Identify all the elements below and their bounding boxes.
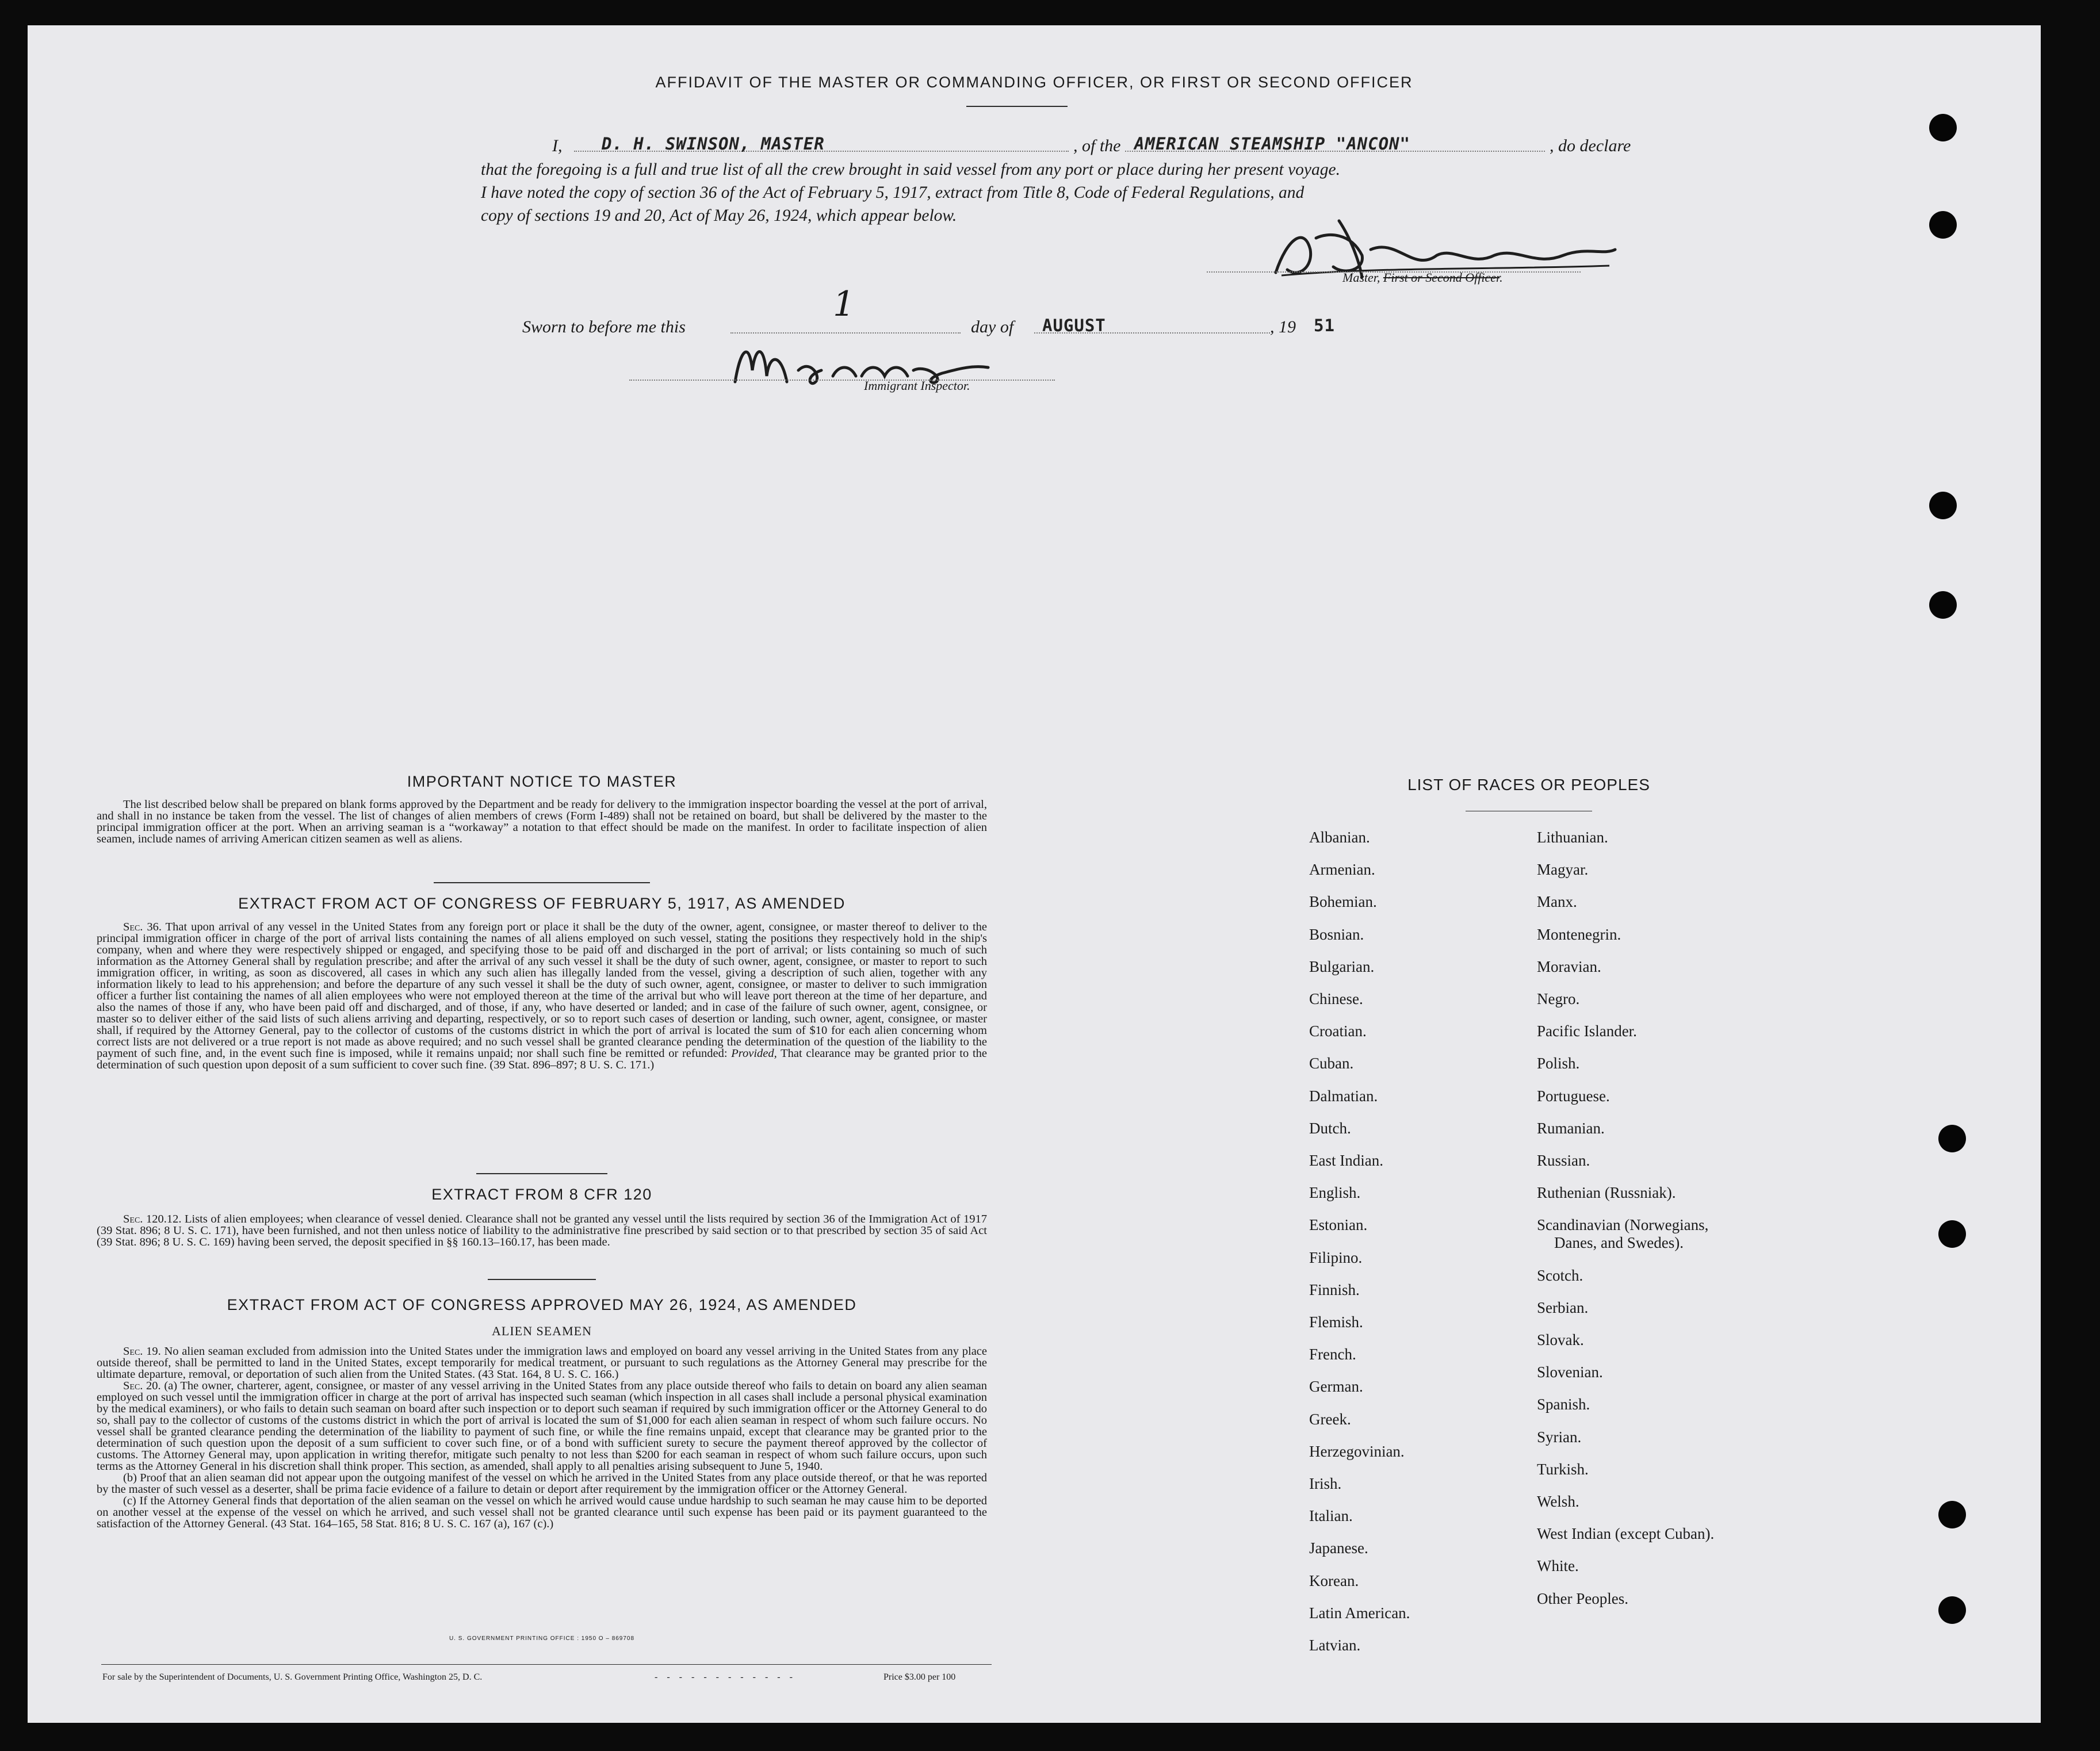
- footer-dots: - - - - - - - - - - - -: [655, 1672, 796, 1682]
- day-of-text: day of: [971, 317, 1014, 336]
- sworn-day: 1: [833, 284, 855, 324]
- race-item: Slovak.: [1537, 1331, 1584, 1348]
- sworn-month: AUGUST: [1042, 316, 1106, 335]
- sworn-year: 51: [1314, 316, 1335, 335]
- race-item: Herzegovinian.: [1309, 1442, 1405, 1460]
- race-item: Slovenian.: [1537, 1363, 1603, 1381]
- race-item: Finnish.: [1309, 1281, 1360, 1298]
- race-item: Lithuanian.: [1537, 829, 1608, 846]
- race-item: Welsh.: [1537, 1492, 1579, 1510]
- race-item: Bulgarian.: [1309, 957, 1375, 975]
- race-item: Filipino.: [1309, 1248, 1363, 1266]
- race-item: East Indian.: [1309, 1152, 1383, 1169]
- decl-do-declare: , do declare: [1550, 136, 1631, 155]
- extract-1924-subtitle: ALIEN SEAMEN: [492, 1324, 592, 1338]
- extract-cfr-rule: [488, 1279, 596, 1280]
- extract-cfr-title: EXTRACT FROM 8 CFR 120: [431, 1186, 652, 1203]
- race-item: Montenegrin.: [1537, 925, 1621, 943]
- inspector-dotline: [629, 380, 1055, 381]
- race-item: Scotch.: [1537, 1266, 1583, 1284]
- race-item: Bohemian.: [1309, 893, 1377, 911]
- race-item: French.: [1309, 1346, 1356, 1363]
- race-item: Dalmatian.: [1309, 1087, 1378, 1105]
- race-item: Cuban.: [1309, 1055, 1354, 1072]
- sworn-text: Sworn to before me this: [522, 317, 686, 336]
- extract-1917-title: EXTRACT FROM ACT OF CONGRESS OF FEBRUARY 5, 1917, AS AMENDED: [238, 895, 846, 912]
- binder-hole: [1938, 1501, 1966, 1528]
- race-item: Russian.: [1537, 1152, 1590, 1169]
- extract-1917-rule: [476, 1173, 607, 1174]
- race-item: Turkish.: [1537, 1460, 1589, 1478]
- race-item: Magyar.: [1537, 861, 1589, 879]
- race-item: German.: [1309, 1378, 1363, 1396]
- race-item: Greek.: [1309, 1410, 1351, 1428]
- race-item: Manx.: [1537, 893, 1577, 911]
- extract-cfr-text: Sec. 120.12. Lists of alien employees; when clearance of vessel denied. Clearance shall not be granted any vessel until the lists required by section 36 of the Immigration Act of 1917 (39 Stat. 896; 8 U. S. C. 171), have been furnished, and not then unless notice of liability to the administrative fine prescribed by said section or to that prescribed by section 35 of said Act (39 Stat. 896; 8 U. S. C. 169) having been served, the deposit specified in §§ 160.13–160.17, has been made.: [97, 1213, 987, 1248]
- race-item: Dutch.: [1309, 1119, 1351, 1137]
- decl-line2: that the foregoing is a full and true list of all the crew brought in said vessel from any port or place during her present voyage.: [481, 160, 1340, 179]
- race-item: Ruthenian (Russniak).: [1537, 1184, 1676, 1202]
- footer-right: Price $3.00 per 100: [883, 1672, 956, 1682]
- race-item: Moravian.: [1537, 957, 1601, 975]
- binder-hole: [1938, 1220, 1966, 1248]
- race-item: Japanese.: [1309, 1539, 1368, 1557]
- race-item: Rumanian.: [1537, 1119, 1605, 1137]
- race-item: Serbian.: [1537, 1298, 1589, 1316]
- binder-hole: [1929, 114, 1957, 141]
- binder-hole: [1929, 492, 1957, 519]
- decl-i: I,: [552, 136, 563, 155]
- sworn-day-dotline: [730, 332, 961, 334]
- footer-rule: [101, 1664, 992, 1665]
- footer-left: For sale by the Superintendent of Documents, U. S. Government Printing Office, Washington 25, D. C.: [102, 1672, 483, 1682]
- race-item: Syrian.: [1537, 1428, 1582, 1446]
- decl-line4: copy of sections 19 and 20, Act of May 26, 1924, which appear below.: [481, 206, 957, 225]
- race-item: English.: [1309, 1184, 1361, 1202]
- race-item: Armenian.: [1309, 861, 1375, 879]
- race-item: White.: [1537, 1557, 1579, 1575]
- decl-of-the: , of the: [1073, 136, 1121, 155]
- race-item: Portuguese.: [1537, 1087, 1610, 1105]
- race-item: Other Peoples.: [1537, 1589, 1628, 1607]
- notice-title: IMPORTANT NOTICE TO MASTER: [407, 773, 677, 790]
- inspector-caption: Immigrant Inspector.: [864, 378, 970, 393]
- race-item: West Indian (except Cuban).: [1537, 1525, 1715, 1543]
- binder-hole: [1929, 211, 1957, 239]
- races-column-1: [1309, 829, 1528, 1703]
- binder-hole: [1929, 591, 1957, 619]
- race-item: Polish.: [1537, 1055, 1580, 1072]
- legal-column: [97, 773, 988, 1642]
- extract-1924-title: EXTRACT FROM ACT OF CONGRESS APPROVED MAY 26, 1924, AS AMENDED: [227, 1296, 857, 1313]
- race-item: Latin American.: [1309, 1604, 1410, 1622]
- race-item: Danes, and Swedes).: [1554, 1234, 1684, 1252]
- race-item: Irish.: [1309, 1475, 1342, 1492]
- races-title: LIST OF RACES OR PEOPLES: [1407, 776, 1650, 794]
- decl-line3: I have noted the copy of section 36 of the Act of February 5, 1917, extract from Title 8, Code of Federal Regulations, and: [481, 183, 1305, 202]
- race-item: Chinese.: [1309, 990, 1363, 1007]
- race-item: Estonian.: [1309, 1216, 1368, 1234]
- notice-rule: [434, 882, 650, 883]
- race-item: Bosnian.: [1309, 925, 1364, 943]
- master-caption: Master, First or Second Officer.: [1342, 270, 1503, 285]
- extract-1917-text: Sec. 36. That upon arrival of any vessel in the United States from any foreign port or place it shall be the duty of the owner, agent, consignee, or master thereof to deliver to the principal immigration officer in charge of the port of arrival lists containing the names of all aliens employed on such vessel, stating the positions they respectively hold in the ship's company, when and where they were respectively shipped or engaged, and specifying those to be paid off and discharged in the port of arrival; or lists containing so much of such information as the Attorney General shall by regulation prescribe; and after the arrival of any such vessel it shall be the duty of such owner, agent, consignee, or master to report to such immigration officer, in writing, as soon as discovered, all cases in which any such alien has illegally landed from the vessel, giving a description of such alien, together with any information likely to lead to his apprehension; and before the departure of any such vessel it shall be the duty of such owner, agent, consignee, or master to deliver to such immigration officer a further list containing the names of all alien employees who were not employed thereon at the time of the arrival but who will leave port thereon at the time of her departure, and also the names of those if any, who have been paid off and discharged, and of those, if any, who have deserted or landed; and in case of the failure of such owner, agent, consignee, or master so to deliver either of the said lists of such aliens arriving and departing, respectively, or so to report such cases of desertion or landing, such owner, agent, consignee, or master shall, if required by the Attorney General, pay to the collector of customs of the customs district in which the port of arrival is located the sum of $10 for each alien concerning whom correct lists are not delivered or a true report is not made as above required; and no such vessel shall be granted clearance pending the determination of the question of the liability to the payment of such fine, and, in the event such fine is imposed, while it remains unpaid; nor shall such fine be remitted or refunded: Provided, That clearance may be granted prior to the determination of such question upon deposit of a sum sufficient to cover such fine. (39 Stat. 896–897; 8 U. S. C. 171.): [97, 921, 987, 1071]
- binder-hole: [1938, 1125, 1966, 1152]
- affidavit-heading: AFFIDAVIT OF THE MASTER OR COMMANDING OFFICER, OR FIRST OR SECOND OFFICER: [655, 74, 1413, 91]
- race-item: Negro.: [1537, 990, 1580, 1007]
- notice-text: The list described below shall be prepared on blank forms approved by the Department and be ready for delivery to the immigration inspector boarding the vessel at the port of arrival, and shall in no instance be taken from the vessel. The list of changes of alien members of crews (Form I-489) shall not be retained on board, but shall be delivered by the master to the principal immigration officer at the port. When an arriving seaman is a “workaway” a notation to that effect should be made on the manifest. In order to facilitate inspection of alien seamen, include names of arriving American citizen seamen as well as aliens.: [97, 798, 987, 845]
- race-item: Flemish.: [1309, 1313, 1363, 1331]
- race-item: Croatian.: [1309, 1022, 1367, 1040]
- race-item: Pacific Islander.: [1537, 1022, 1637, 1040]
- master-name: D. H. SWINSON, MASTER: [602, 134, 825, 154]
- document-page: [28, 25, 2041, 1723]
- vessel-name: AMERICAN STEAMSHIP "ANCON": [1134, 134, 1410, 154]
- race-item: Italian.: [1309, 1507, 1353, 1525]
- binder-hole: [1938, 1596, 1966, 1624]
- race-item: Spanish.: [1537, 1396, 1590, 1413]
- race-item: Latvian.: [1309, 1637, 1361, 1654]
- race-item: Korean.: [1309, 1572, 1359, 1589]
- printing-office: U. S. GOVERNMENT PRINTING OFFICE : 1950 O – 869708: [449, 1635, 635, 1642]
- race-item: Albanian.: [1309, 829, 1370, 846]
- races-column-2: [1537, 829, 1836, 1703]
- race-item: Scandinavian (Norwegians,: [1537, 1216, 1709, 1234]
- extract-1924-text: Sec. 19. No alien seaman excluded from admission into the United States under the immigration laws and employed on board any vessel arriving in the United States from any place outside thereof, shall be permitted to land in the United States, except temporarily for medical treatment, or pursuant to such regulations as the Attorney General may prescribe for the ultimate departure, removal, or deportation of such alien from the United States. (43 Stat. 164, 8 U. S. C. 166.) Sec. 20. (a) The owner, charterer, agent, consignee, or master of any vessel arriving in the United States from any place outside thereof who fails to detain on board any alien seaman employed on such vessel until the immigration officer in charge at the port of arrival has inspected such seaman (which inspection in all cases shall include a personal physical examination by the medical examiners), or who fails to detain such seaman on board after such inspection or to deport such seaman if required by such immigration officer or the Attorney General to do so, shall pay to the collector of customs of the customs district in which the port of arrival is located the sum of $1,000 for each alien seaman in respect of whom such failure occurs. No vessel shall be granted clearance pending the determination of the liability to payment of such fine, or while the fine remains unpaid, except that clearance may be granted prior to the determination of such question upon the deposit of a sum sufficient to cover such fine, or of a bond with sufficient surety to secure the payment thereof approved by the collector of customs. The Attorney General may, upon application in writing therefor, mitigate such penalty to not less than $200 for each seaman in respect of whom such failure occurs, upon such terms as the Attorney General in his discretion shall think proper. This section, as amended, shall apply to all penalties arising subsequent to June 5, 1940. (b) Proof that an alien seaman did not appear upon the outgoing manifest of the vessel on which he arrived in the United States from any place outside thereof, or that he was reported by the master of such vessel as a deserter, shall be prima facie evidence of a failure to detain or deport after requirement by the immigration officer or the Attorney General. (c) If the Attorney General finds that deportation of the alien seaman on the vessel on which he arrived would cause undue hardship to such seaman he may cause him to be deported on another vessel at the expense of the vessel on which he arrived, and such vessel shall not be granted clearance until such expense has been paid or its payment guaranteed to the satisfaction of the Attorney General. (43 Stat. 164–165, 58 Stat. 816; 8 U. S. C. 167 (a), 167 (c).): [97, 1345, 988, 1530]
- year-prefix: , 19: [1270, 317, 1296, 336]
